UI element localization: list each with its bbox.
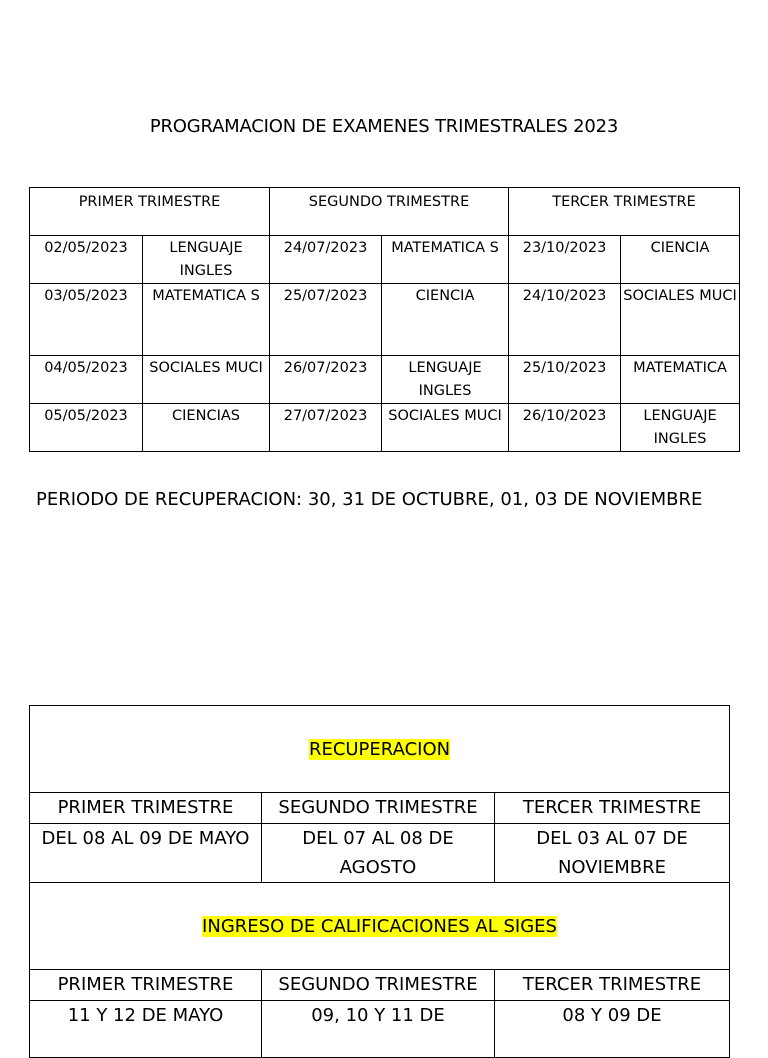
exam-date: 03/05/2023: [30, 284, 143, 356]
exam-date: 27/07/2023: [270, 404, 382, 452]
ingreso-banner: [30, 883, 730, 970]
header-primer-trimestre: PRIMER TRIMESTRE: [30, 188, 270, 236]
header-segundo-trimestre: SEGUNDO TRIMESTRE: [270, 188, 509, 236]
recovery-period-text: PERIODO DE RECUPERACION: 30, 31 DE OCTUBRE, 01, 03 DE NOVIEMBRE: [36, 489, 703, 510]
page-title: PROGRAMACION DE EXAMENES TRIMESTRALES 2023: [149, 116, 619, 137]
exam-date: 04/05/2023: [30, 356, 143, 404]
ingreso-values-row: [30, 1001, 730, 1058]
exam-subject: MATEMATICA: [621, 356, 740, 404]
exam-date: 02/05/2023: [30, 236, 143, 284]
header-tercer-trimestre: TERCER TRIMESTRE: [495, 793, 730, 824]
ingreso-header-row: [30, 970, 730, 1001]
exam-schedule-table: [29, 187, 740, 452]
table-row: [30, 404, 740, 452]
header-primer-trimestre: PRIMER TRIMESTRE: [30, 970, 262, 1001]
exam-subject: SOCIALES MUCI: [143, 356, 270, 404]
exam-subject: LENGUAJE INGLES: [143, 236, 270, 284]
recovery-table: [29, 705, 730, 1058]
exam-date: 24/07/2023: [270, 236, 382, 284]
exam-date: 25/07/2023: [270, 284, 382, 356]
recuperacion-banner-row: [30, 706, 730, 793]
exam-subject: MATEMATICA S: [382, 236, 509, 284]
ingreso-banner-row: [30, 883, 730, 970]
header-segundo-trimestre: SEGUNDO TRIMESTRE: [262, 793, 495, 824]
ingreso-value: 08 Y 09 DE: [495, 1001, 730, 1058]
ingreso-value: 11 Y 12 DE MAYO: [30, 1001, 262, 1058]
exam-subject: CIENCIA: [621, 236, 740, 284]
exam-date: 23/10/2023: [509, 236, 621, 284]
schedule-header-row: [30, 188, 740, 236]
ingreso-title: INGRESO DE CALIFICACIONES AL SIGES: [202, 915, 557, 937]
exam-date: 25/10/2023: [509, 356, 621, 404]
header-segundo-trimestre: SEGUNDO TRIMESTRE: [262, 970, 495, 1001]
recuperacion-title: RECUPERACION: [308, 738, 451, 760]
exam-date: 26/10/2023: [509, 404, 621, 452]
table-row: [30, 356, 740, 404]
exam-subject: SOCIALES MUCI: [382, 404, 509, 452]
exam-subject: SOCIALES MUCI: [621, 284, 740, 356]
exam-subject: MATEMATICA S: [143, 284, 270, 356]
table-row: [30, 284, 740, 356]
header-tercer-trimestre: TERCER TRIMESTRE: [495, 970, 730, 1001]
exam-date: 26/07/2023: [270, 356, 382, 404]
exam-subject: CIENCIA: [382, 284, 509, 356]
table-row: [30, 236, 740, 284]
recuperacion-header-row: [30, 793, 730, 824]
recuperacion-banner: [30, 706, 730, 793]
recuperacion-values-row: [30, 824, 730, 883]
header-tercer-trimestre: TERCER TRIMESTRE: [509, 188, 740, 236]
recuperacion-value: DEL 03 AL 07 DE NOVIEMBRE: [495, 824, 730, 883]
recuperacion-value: DEL 08 AL 09 DE MAYO: [30, 824, 262, 883]
header-primer-trimestre: PRIMER TRIMESTRE: [30, 793, 262, 824]
recuperacion-value: DEL 07 AL 08 DE AGOSTO: [262, 824, 495, 883]
exam-date: 05/05/2023: [30, 404, 143, 452]
exam-subject: LENGUAJE INGLES: [382, 356, 509, 404]
exam-subject: CIENCIAS: [143, 404, 270, 452]
exam-date: 24/10/2023: [509, 284, 621, 356]
exam-subject: LENGUAJE INGLES: [621, 404, 740, 452]
ingreso-value: 09, 10 Y 11 DE: [262, 1001, 495, 1058]
